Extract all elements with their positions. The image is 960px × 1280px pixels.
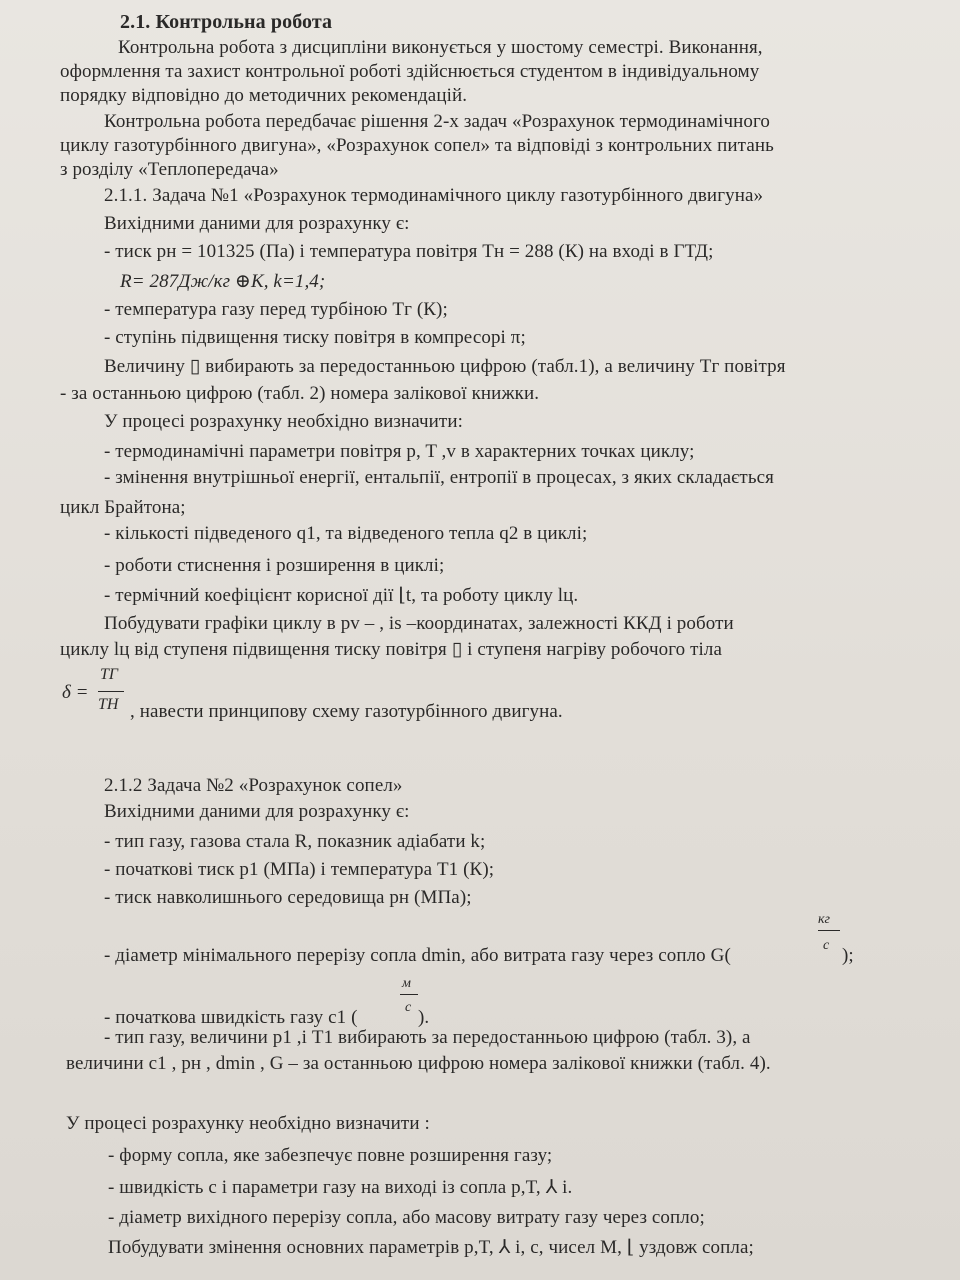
unit-m: м xyxy=(402,976,411,991)
intro-line-2: оформлення та захист контрольної роботі здійснюється студентом в індивідуальному xyxy=(60,61,760,82)
unit-c2: с xyxy=(405,1000,412,1015)
formula-numerator: TГ xyxy=(100,666,118,683)
result-line-3: - швидкість c і параметри газу на виході із сопла p,T, ⅄ i. xyxy=(108,1177,573,1198)
unit-c: с xyxy=(823,938,830,953)
task1-line-10: - змінення внутрішньої енергії, ентальпії, ентропії в процесах, з яких складається xyxy=(104,467,774,488)
task1-line-14: - термічний коефіцієнт корисної дії ⌊t, та роботу циклу lц. xyxy=(104,585,579,606)
intro-line-1: Контрольна робота з дисципліни виконується у шостому семестрі. Виконання, xyxy=(118,37,763,58)
formula-bar xyxy=(98,691,124,692)
result-line-4: - діаметр вихідного перерізу сопла, або масову витрату газу через сопло; xyxy=(108,1207,705,1228)
task1-line-2: - тиск pн = 101325 (Па) і температура повітря Tн = 288 (К) на вході в ГТД; xyxy=(104,241,714,262)
task1-line-16: циклу lц від ступеня підвищення тиску повітря ▯ і ступеня нагріву робочого тіла xyxy=(60,639,723,660)
task1-line-13: - роботи стиснення і розширення в циклі; xyxy=(104,555,445,576)
task1-line-5: - ступінь підвищення тиску повітря в компресорі π; xyxy=(104,327,526,348)
formula-denominator: TН xyxy=(98,696,119,713)
result-line-2: - форму сопла, яке забезпечує повне розширення газу; xyxy=(108,1145,553,1166)
close-paren-2: ). xyxy=(418,1007,430,1028)
formula-lhs: δ = xyxy=(62,682,89,703)
intro-line-5: циклу газотурбінного двигуна», «Розрахунок сопел» та відповіді з контрольних питань xyxy=(60,135,774,156)
task2-line-2: - тип газу, газова стала R, показник адіабати k; xyxy=(104,831,486,852)
task1-line-3: R= 287Дж/кг ⊕К, k=1,4; xyxy=(120,271,326,292)
task1-line-1: Вихідними даними для розрахунку є: xyxy=(104,213,410,234)
task1-line-8: У процесі розрахунку необхідно визначити: xyxy=(104,411,463,432)
task1-line-15: Побудувати графіки циклу в pv – , is –координатах, залежності ККД і роботи xyxy=(104,613,734,634)
task1-line-6: Величину ▯ вибирають за передостанньою цифрою (табл.1), а величину Tг повітря xyxy=(104,356,786,377)
task1-line-9: - термодинамічні параметри повітря p, T ,v в характерних точках циклу; xyxy=(104,441,695,462)
intro-line-3: порядку відповідно до методичних рекомендацій. xyxy=(60,85,468,106)
task2-title: 2.1.2 Задача №2 «Розрахунок сопел» xyxy=(104,775,403,796)
section-heading: 2.1. Контрольна робота xyxy=(120,11,333,33)
task2-line-5: - діаметр мінімального перерізу сопла dmin, або витрата газу через сопло G( xyxy=(104,945,731,966)
task2-line-1: Вихідними даними для розрахунку є: xyxy=(104,801,410,822)
unit-m-bar xyxy=(400,994,418,995)
close-paren: ); xyxy=(842,945,854,966)
task1-title: 2.1.1. Задача №1 «Розрахунок термодинамічного циклу газотурбінного двигуна» xyxy=(104,185,764,206)
result-line-1: У процесі розрахунку необхідно визначити : xyxy=(66,1113,430,1134)
task1-line-12: - кількості підведеного q1, та відведеного тепла q2 в циклі; xyxy=(104,523,588,544)
task1-line-4: - температура газу перед турбіною Tг (К); xyxy=(104,299,448,320)
task1-line-11: цикл Брайтона; xyxy=(60,497,186,518)
unit-kg-bar xyxy=(818,930,840,931)
task2-line-3: - початкові тиск p1 (МПа) і температура T1 (К); xyxy=(104,859,495,880)
task2-line-8: величини c1 , pн , dmin , G – за останньою цифрою номера залікової книжки (табл. 4). xyxy=(66,1053,771,1074)
result-line-5: Побудувати змінення основних параметрів p,T, ⅄ i, c, чисел M, ⌊ уздовж сопла; xyxy=(108,1237,754,1258)
task1-line-17: , навести принципову схему газотурбінного двигуна. xyxy=(130,701,563,722)
task2-line-4: - тиск навколишнього середовища pн (МПа); xyxy=(104,887,472,908)
task2-line-6: - початкова швидкість газу c1 ( xyxy=(104,1007,358,1028)
intro-line-4: Контрольна робота передбачає рішення 2-х задач «Розрахунок термодинамічного xyxy=(104,111,770,132)
task2-line-7: - тип газу, величини p1 ,і T1 вибирають за передостанньою цифрою (табл. 3), а xyxy=(104,1027,751,1048)
intro-line-6: з розділу «Теплопередача» xyxy=(60,159,279,180)
unit-kg: кг xyxy=(818,912,831,927)
task1-line-7: - за останньою цифрою (табл. 2) номера залікової книжки. xyxy=(60,383,540,404)
